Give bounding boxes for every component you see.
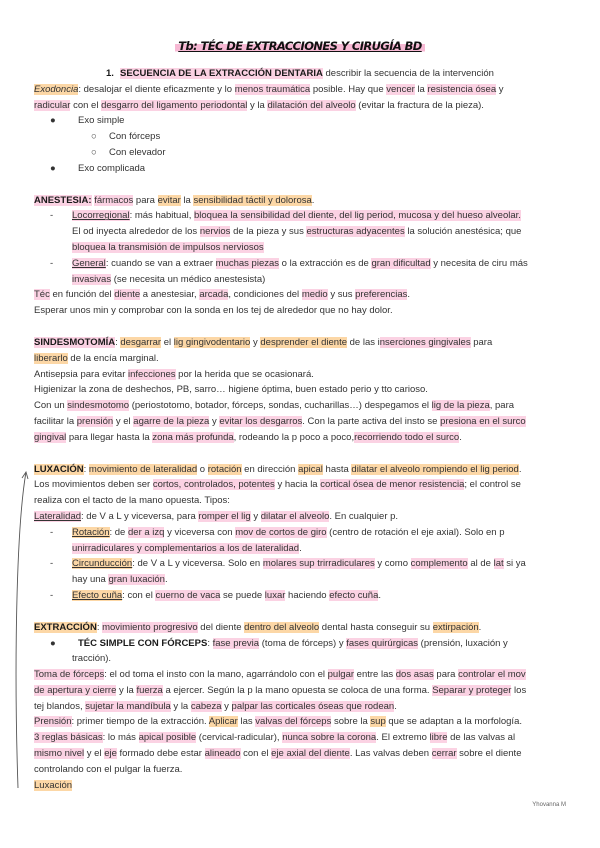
text: .: [299, 542, 302, 554]
text: tracción).: [72, 653, 112, 665]
dash-item: [34, 256, 568, 272]
text: :: [115, 336, 121, 348]
highlight: libre: [429, 732, 448, 744]
highlight: mismo nivel: [34, 748, 85, 760]
term: Efecto cuña: [72, 589, 123, 601]
section-heading-secuencia: [34, 66, 568, 82]
text: del diente: [197, 621, 245, 633]
highlight: infecciones: [128, 368, 176, 380]
paragraph-line: [34, 303, 568, 319]
dash-icon: -: [50, 257, 54, 269]
paragraph-line: [34, 714, 568, 730]
bracket-line: [16, 472, 26, 788]
text: que se adaptan a la morfología.: [385, 716, 522, 728]
highlight: dilatar el alveolo rompiendo el lig period: [351, 463, 519, 475]
text: : más habitual,: [129, 210, 194, 222]
highlight: romper el lig: [198, 510, 251, 522]
highlight: estructuras adyacentes: [306, 226, 405, 238]
highlight: apical posible: [138, 732, 197, 744]
paragraph-line: [34, 287, 568, 303]
section-heading-anestesia: [34, 193, 568, 209]
text: :: [207, 637, 213, 649]
bullet-icon: ●: [50, 637, 56, 649]
text: Higienizar la zona de deshechos, PB, sarro… higiene óptima, buen estado perio y tto carioso.: [34, 384, 428, 396]
bullet-text: Exo complicada: [78, 162, 146, 174]
text: para: [470, 336, 493, 348]
text: por la herida que se ocasionará.: [175, 368, 314, 380]
text: : desalojar el diente eficazmente y lo: [78, 83, 235, 95]
text: (se necesita un médico anestesista): [111, 273, 266, 285]
paragraph-line: [34, 746, 568, 762]
highlight: preferencias: [355, 289, 408, 301]
text: , para: [489, 400, 515, 412]
highlight: Luxación: [34, 779, 73, 791]
highlight: liberarlo: [34, 352, 68, 364]
highlight: dentro del alveolo: [244, 621, 320, 633]
highlight: cerrar: [431, 748, 457, 760]
text: El od inyecta alrededor de los: [72, 226, 200, 238]
text: .: [164, 574, 168, 586]
document-body: [34, 66, 568, 793]
text: y: [221, 700, 232, 712]
paragraph-line: [34, 778, 568, 794]
term: Rotación: [72, 526, 110, 538]
dash-item: [34, 525, 568, 541]
text: haciendo: [285, 589, 330, 601]
text: : de: [109, 526, 128, 538]
text: , rodeando la p poco a poco,: [233, 431, 355, 443]
list-number: 1.: [106, 68, 114, 79]
paragraph-line: [34, 699, 568, 715]
highlight: fármacos: [94, 194, 134, 206]
heading-text: SECUENCIA DE LA EXTRACCIÓN DENTARIA: [120, 68, 323, 79]
circle-bullet-icon: ○: [91, 131, 97, 143]
highlight: movimiento progresivo: [102, 621, 198, 633]
highlight: bloquea la transmisión de impulsos nerviosos: [72, 241, 264, 253]
bullet-text: Con elevador: [109, 146, 166, 158]
title-container: [0, 37, 600, 55]
text: : lo más: [102, 732, 139, 744]
highlight: dilatación del alveolo: [267, 99, 356, 111]
text: Con un: [34, 400, 68, 412]
text: la solución anestésica; que: [404, 226, 522, 238]
paragraph-line: [34, 762, 568, 778]
bullet-text: Exo simple: [78, 115, 125, 127]
dash-icon: -: [50, 210, 54, 222]
highlight: agarre de la pieza: [133, 415, 210, 427]
text: a anestesiar,: [140, 289, 200, 301]
highlight: presiona en el surco: [440, 415, 526, 427]
paragraph-line: [34, 414, 568, 430]
dash-icon: -: [50, 526, 54, 538]
text: y el: [113, 415, 134, 427]
paragraph-line: [34, 493, 568, 509]
sub-bullet-item: [34, 129, 568, 145]
text: .: [378, 589, 381, 601]
highlight: sujetar la mandíbula: [85, 700, 171, 712]
text: a ejercer. Según la p la mano opuesta se coloca de una forma.: [162, 684, 433, 696]
text: : de V a L y viceversa. Solo en: [132, 558, 263, 570]
highlight: Téc: [34, 289, 50, 301]
highlight: nervios: [199, 226, 231, 238]
spacer: [34, 319, 568, 335]
bullet-item: [34, 636, 568, 652]
text: en dirección: [241, 463, 299, 475]
text: de las i: [347, 336, 380, 348]
bullet-icon: ●: [50, 162, 56, 174]
paragraph-line: [34, 667, 568, 683]
highlight: Toma de fórceps: [34, 669, 105, 681]
text: : el od toma el insto con la mano, agarrándolo con el: [104, 669, 328, 681]
text: controlando con el pulgar la fuerza.: [34, 763, 183, 775]
highlight: evitar los desgarros: [219, 415, 303, 427]
highlight: resistencia ósea: [427, 83, 497, 95]
text: y hacia la: [274, 479, 321, 491]
text: los: [511, 684, 527, 696]
highlight: Aplicar: [208, 716, 238, 728]
bullet-item: [34, 161, 568, 177]
circle-bullet-icon: ○: [91, 146, 97, 158]
sub-bullet-item: [34, 145, 568, 161]
highlight: gran dificultad: [371, 257, 431, 269]
highlight: medio: [301, 289, 328, 301]
highlight: recorriendo todo el surco: [354, 431, 460, 443]
section-heading-luxacion: [34, 462, 568, 478]
dash-icon: -: [50, 589, 54, 601]
text: y sus: [327, 289, 356, 301]
highlight: gran luxación: [108, 574, 165, 586]
highlight: muchas piezas: [215, 257, 280, 269]
highlight: Prensión: [34, 716, 72, 728]
bullet-icon: ●: [50, 115, 56, 127]
text: . El extremo: [376, 732, 430, 744]
highlight: evitar: [157, 194, 181, 206]
spacer: [34, 446, 568, 462]
text: (toma de fórceps) y: [259, 637, 347, 649]
highlight: diente: [114, 289, 141, 301]
text: y necesita de ciru más: [430, 257, 528, 269]
text: .: [518, 463, 522, 475]
highlight: zona más profunda: [152, 431, 234, 443]
highlight: bloquea la sensibilidad del diente, del lig period, mucosa y del hueso alveolar.: [194, 210, 521, 222]
text: : con el: [122, 589, 156, 601]
hand-drawn-bracket: [12, 470, 30, 790]
text: .: [394, 700, 397, 712]
bullet-item: [34, 113, 568, 129]
term: Circunducción: [72, 558, 133, 570]
footer-author: Yhovanna M: [532, 802, 566, 808]
text: la: [180, 194, 194, 206]
term: General: [72, 257, 106, 269]
paragraph-line: [34, 98, 568, 114]
paragraph-line: [34, 224, 568, 240]
heading-text: LUXACIÓN: [34, 463, 84, 475]
highlight: cabeza: [190, 700, 222, 712]
text: el: [161, 336, 174, 348]
text: Esperar unos min y comprobar con la sonda en los tej de alrededor que no hay dolor.: [34, 305, 393, 317]
text: (cervical-radicular),: [196, 732, 283, 744]
text: hay una: [72, 574, 109, 586]
paragraph-line: [34, 430, 568, 446]
text: hasta: [322, 463, 352, 475]
highlight: rotación: [207, 463, 242, 475]
highlight: desgarrar: [120, 336, 162, 348]
text: para: [133, 194, 158, 206]
paragraph-line: [34, 240, 568, 256]
highlight: nserciones gingivales: [379, 336, 471, 348]
text: para llegar hasta la: [66, 431, 153, 443]
term: Exodoncia: [34, 83, 79, 95]
highlight: apical: [298, 463, 323, 475]
text: y el: [84, 748, 105, 760]
spacer: [34, 604, 568, 620]
text: o: [197, 463, 208, 475]
highlight: alineado: [204, 748, 241, 760]
paragraph-line: [34, 367, 568, 383]
text: sobre el diente: [456, 748, 522, 760]
heading-text: ANESTESIA:: [34, 194, 92, 206]
paragraph-line: [34, 683, 568, 699]
highlight: eje: [104, 748, 117, 760]
text: y viceversa con: [164, 526, 236, 538]
text: sobre la: [331, 716, 371, 728]
text: y: [250, 336, 261, 348]
paragraph-line: [34, 541, 568, 557]
text: al de: [467, 558, 494, 570]
highlight: radicular: [34, 99, 71, 111]
paragraph-line: [34, 509, 568, 525]
text: con el: [70, 99, 102, 111]
highlight: lig gingivodentario: [173, 336, 251, 348]
highlight: de apertura y cierre: [34, 684, 117, 696]
text: : de V a L y viceversa, para: [81, 510, 199, 522]
text: se puede: [220, 589, 265, 601]
text: si ya: [503, 558, 526, 570]
highlight: menos traumática: [234, 83, 311, 95]
paragraph-line: [34, 572, 568, 588]
text: .: [478, 621, 482, 633]
highlight: gingival: [34, 431, 67, 443]
heading-text: SINDESMOTOMÍA: [34, 336, 116, 348]
text: y la: [247, 99, 268, 111]
highlight: dos asas: [395, 669, 434, 681]
text: entre las: [354, 669, 396, 681]
dash-icon: -: [50, 558, 54, 570]
highlight: dilatar el alveolo: [260, 510, 330, 522]
highlight: luxar: [264, 589, 286, 601]
text: :: [96, 621, 103, 633]
highlight: lat: [493, 558, 504, 570]
highlight: desgarro del ligamento periodontal: [101, 99, 248, 111]
text: tej blandos,: [34, 700, 86, 712]
paragraph-line: [34, 477, 568, 493]
paragraph-line: [34, 398, 568, 414]
highlight: mov de cortos de giro: [235, 526, 327, 538]
text: y: [250, 510, 261, 522]
highlight: sup: [370, 716, 386, 728]
section-heading-extraccion: [34, 620, 568, 636]
text: . Con la parte activa del insto se: [302, 415, 441, 427]
text: Antisepsia para evitar: [34, 368, 128, 380]
section-heading-sindesmotomia: [34, 335, 568, 351]
paragraph-line: [34, 351, 568, 367]
highlight: vencer: [386, 83, 415, 95]
highlight: valvas del fórceps: [255, 716, 332, 728]
highlight: cortos, controlados, potentes: [152, 479, 275, 491]
text: en función del: [49, 289, 115, 301]
highlight: molares sup trirradiculares: [262, 558, 375, 570]
spacer: [34, 177, 568, 193]
highlight: fase previa: [212, 637, 260, 649]
highlight: cortical ósea de menor resistencia: [320, 479, 465, 491]
bullet-text: Con fórceps: [109, 131, 161, 143]
text: de la pieza y sus: [230, 226, 307, 238]
text: .: [459, 431, 462, 443]
text: .: [311, 194, 315, 206]
dash-item: [34, 208, 568, 224]
paragraph-line: [34, 382, 568, 398]
text: las: [237, 716, 256, 728]
text: y: [496, 83, 504, 95]
highlight: invasivas: [72, 273, 112, 285]
dash-item: [34, 556, 568, 572]
paragraph-line: [34, 730, 568, 746]
text: o la extracción es de: [279, 257, 372, 269]
text: : primer tiempo de la extracción.: [71, 716, 209, 728]
highlight: Separar y proteger: [432, 684, 512, 696]
text: y como: [374, 558, 411, 570]
highlight: sindesmotomo: [67, 400, 130, 412]
highlight: movimiento de lateralidad: [88, 463, 198, 475]
highlight: desprender el diente: [260, 336, 347, 348]
heading-text: EXTRACCIÓN: [34, 621, 97, 633]
highlight: complemento: [410, 558, 468, 570]
text: . En cualquier p.: [329, 510, 399, 522]
paragraph-line: [34, 651, 568, 667]
text: y la: [116, 684, 137, 696]
text: la: [414, 83, 428, 95]
paragraph-line: [34, 272, 568, 288]
highlight: eje axial del diente: [271, 748, 350, 760]
text: de la encía marginal.: [67, 352, 159, 364]
page-title: Tb: TÉC DE EXTRACCIONES Y CIRUGÍA BD: [175, 39, 424, 53]
text: facilitar la: [34, 415, 77, 427]
highlight: efecto cuña: [329, 589, 379, 601]
text: (evitar la fractura de la pieza).: [355, 99, 484, 111]
bullet-heading: TÉC SIMPLE CON FÓRCEPS: [78, 637, 208, 649]
text: . Las valvas deben: [349, 748, 432, 760]
text: realiza con el tacto de la mano opuesta. Tipos:: [34, 495, 230, 507]
highlight: der a izq: [128, 526, 165, 538]
text: :: [83, 463, 89, 475]
text: (centro de rotación el eje axial). Solo en p: [326, 526, 505, 538]
highlight: fuerza: [136, 684, 163, 696]
text: posible. Hay que: [310, 83, 387, 95]
text: (prensión, luxación y: [418, 637, 508, 649]
text: : cuando se van a extraer: [105, 257, 216, 269]
text: con el: [240, 748, 272, 760]
text: y la: [170, 700, 191, 712]
text: describir la secuencia de la intervención: [322, 68, 494, 79]
highlight: prensión: [76, 415, 114, 427]
highlight: extirpación: [432, 621, 479, 633]
text: dental hasta conseguir su: [319, 621, 433, 633]
highlight: controlar el mov: [458, 669, 526, 681]
highlight: fases quirúrgicas: [346, 637, 419, 649]
term: Lateralidad: [34, 510, 82, 522]
highlight: sensibilidad táctil y dolorosa: [193, 194, 312, 206]
highlight: 3 reglas básicas: [34, 732, 103, 744]
text: y: [209, 415, 220, 427]
text: ; el control se: [464, 479, 521, 491]
highlight: unirradiculares y complementarios a los de lateralidad: [72, 542, 300, 554]
dash-item: [34, 588, 568, 604]
highlight: cuerno de vaca: [155, 589, 221, 601]
term: Locorregional: [72, 210, 130, 222]
highlight: arcada: [199, 289, 229, 301]
paragraph-line: [34, 82, 568, 98]
text: (periostotomo, botador, fórceps, sondas, cucharillas…) despegamos el: [129, 400, 432, 412]
text: formado debe estar: [116, 748, 205, 760]
highlight: palpar las corticales óseas que rodean: [231, 700, 395, 712]
text: , condiciones del: [228, 289, 302, 301]
text: Los movimientos deben ser: [34, 479, 153, 491]
highlight: lig de la pieza: [431, 400, 490, 412]
highlight: nunca sobre la corona: [282, 732, 377, 744]
highlight: pulgar: [327, 669, 355, 681]
text: para: [433, 669, 459, 681]
text: de las valvas al: [447, 732, 516, 744]
text: .: [407, 289, 411, 301]
